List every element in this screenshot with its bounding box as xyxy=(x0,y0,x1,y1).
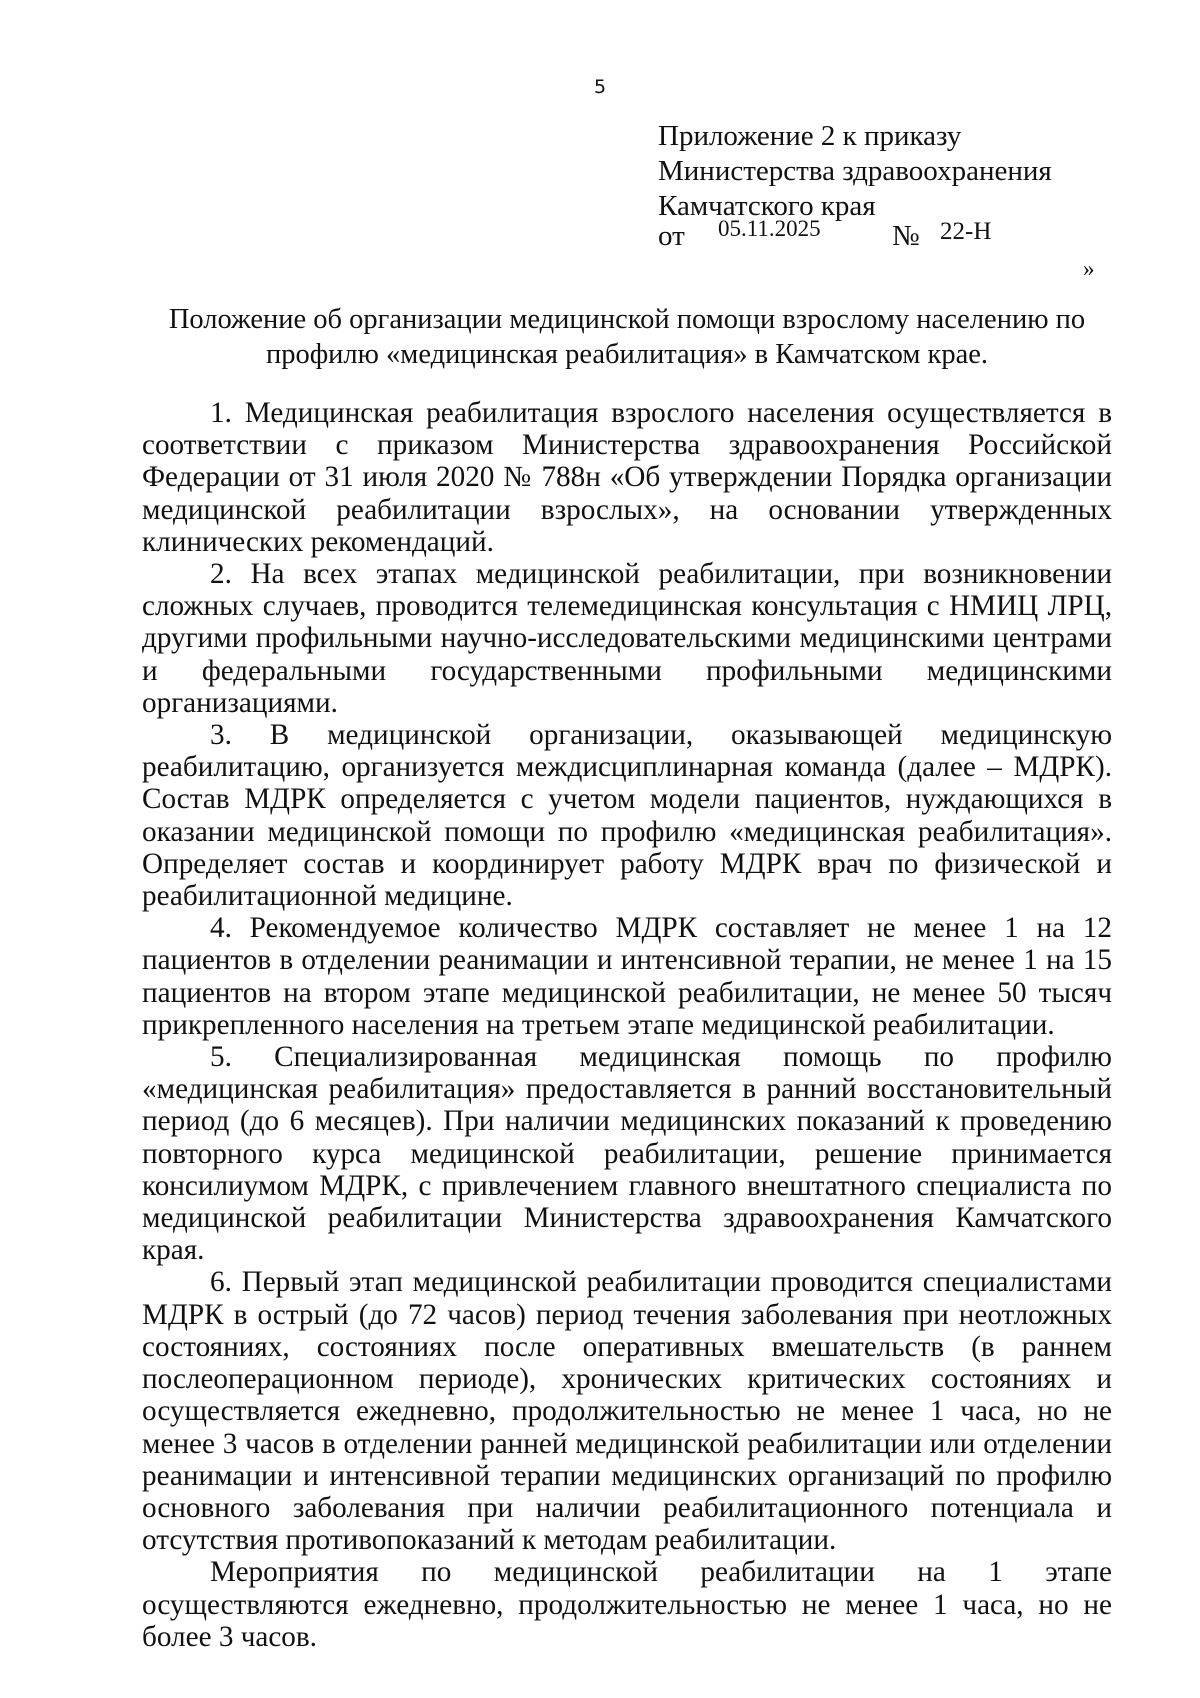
appendix-line-2: Министерства здравоохранения xyxy=(658,155,1052,187)
paragraph-5: 5. Специализированная медицинская помощь по профилю «медицинская реабилитация» предоставляется в ранний восстановительный период (до 6 месяцев). При наличии медицинских показаний к проведению повторного курса медицинской реабилитации, решение принимается консилиумом МДРК, с привлечением главного внештатного специалиста по медицинской реабилитации Министерства здравоохранения Камчатского края. xyxy=(142,1041,1112,1267)
document-title: Положение об организации медицинской помощи взрослому населению по профилю «медицинская реабилитация» в Камчатском крае. xyxy=(168,304,1086,370)
paragraph-7: Мероприятия по медицинской реабилитации на 1 этапе осуществляются ежедневно, продолжительностью не менее 1 часа, но не более 3 часов. xyxy=(142,1556,1112,1653)
order-reference xyxy=(658,216,998,252)
date-label: от xyxy=(658,220,685,252)
number-label: № xyxy=(892,220,920,252)
page-number: 5 xyxy=(593,76,607,98)
paragraph-6: 6. Первый этап медицинской реабилитации проводится специалистами МДРК в острый (до 72 часов) период течения заболевания при неотложных состояниях, состояниях после оперативных вмешательств (в раннем послеоперационном периоде), хронических критических состояниях и осуществляется ежедневно, продолжительностью не менее 1 часа, но не менее 3 часов в отделении ранней медицинской реабилитации или отделении реанимации и интенсивной терапии медицинских организаций по профилю основного заболевания при наличии реабилитационного потенциала и отсутствия противопоказаний к методам реабилитации. xyxy=(142,1266,1112,1557)
order-number: 22-Н xyxy=(940,218,992,245)
appendix-line-3: Камчатского края xyxy=(658,190,876,222)
appendix-line-1: Приложение 2 к приказу xyxy=(658,120,962,152)
document-body xyxy=(142,397,1112,1653)
appendix-header xyxy=(658,119,1052,224)
paragraph-4: 4. Рекомендуемое количество МДРК составляет не менее 1 на 12 пациентов в отделении реанимации и интенсивной терапии, не менее 1 на 15 пациентов на втором этапе медицинской реабилитации, не менее 50 тысяч прикрепленного населения на третьем этапе медицинской реабилитации. xyxy=(142,912,1112,1041)
paragraph-3: 3. В медицинской организации, оказывающей медицинскую реабилитацию, организуется междисциплинарная команда (далее – МДРК). Состав МДРК определяется с учетом модели пациентов, нуждающихся в оказании медицинской помощи по профилю «медицинская реабилитация». Определяет состав и координирует работу МДРК врач по физической и реабилитационной медицине. xyxy=(142,719,1112,913)
order-date: 05.11.2025 xyxy=(718,216,821,241)
paragraph-2: 2. На всех этапах медицинской реабилитации, при возникновении сложных случаев, проводится телемедицинская консультация с НМИЦ ЛРЦ, другими профильными научно-исследовательскими медицинскими центрами и федеральными государственными профильными медицинскими организациями. xyxy=(142,558,1112,719)
closing-quote: » xyxy=(1083,256,1095,281)
paragraph-1: 1. Медицинская реабилитация взрослого населения осуществляется в соответствии с приказом Министерства здравоохранения Российской Федерации от 31 июля 2020 № 788н «Об утверждении Порядка организации медицинской реабилитации взрослых», на основании утвержденных клинических рекомендаций. xyxy=(142,397,1112,558)
